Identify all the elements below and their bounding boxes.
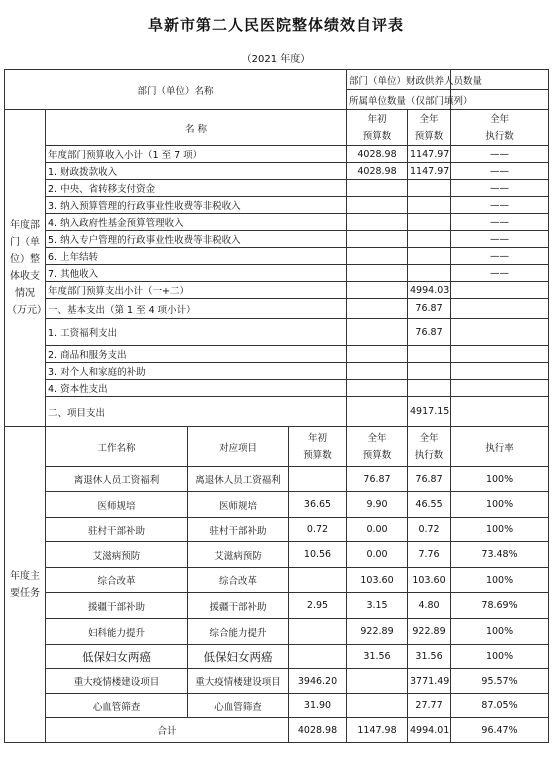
task-full-value: 9.90 bbox=[347, 492, 408, 518]
budget-exec-value: —— bbox=[451, 214, 549, 231]
budget-initial-value bbox=[347, 346, 408, 363]
budget-item-name: 2. 商品和服务支出 bbox=[46, 346, 347, 363]
budget-initial-value bbox=[347, 363, 408, 380]
budget-initial-value bbox=[347, 214, 408, 231]
budget-col-initial: 年初 预算数 bbox=[347, 110, 408, 146]
task-exec-value: 0.72 bbox=[408, 518, 451, 542]
budget-exec-value: —— bbox=[451, 180, 549, 197]
budget-initial-value bbox=[347, 380, 408, 397]
task-col-exec: 全年 执行数 bbox=[408, 427, 451, 467]
task-full-value: 31.56 bbox=[347, 645, 408, 669]
year-label: （2021 年度） bbox=[241, 54, 311, 65]
task-rate-value: 95.57% bbox=[451, 669, 549, 694]
budget-row bbox=[5, 265, 549, 282]
task-project: 艾滋病预防 bbox=[188, 542, 289, 568]
task-row bbox=[5, 669, 549, 694]
task-col-full: 全年 预算数 bbox=[347, 427, 408, 467]
task-exec-value: 4.80 bbox=[408, 593, 451, 619]
budget-initial-value bbox=[347, 248, 408, 265]
task-name: 综合改革 bbox=[46, 568, 188, 593]
header-row-staff bbox=[5, 70, 549, 90]
budget-exec-value bbox=[451, 346, 549, 363]
task-initial-value bbox=[289, 645, 347, 669]
total-rate-value: 96.47% bbox=[451, 718, 549, 743]
budget-row bbox=[5, 319, 549, 346]
task-name: 心血管筛查 bbox=[46, 694, 188, 718]
task-row bbox=[5, 694, 549, 718]
task-row bbox=[5, 492, 549, 518]
budget-exec-value: —— bbox=[451, 163, 549, 180]
task-rate-value: 100% bbox=[451, 492, 549, 518]
page-title: 阜新市第二人民医院整体绩效自评表 bbox=[147, 16, 404, 34]
budget-row bbox=[5, 197, 549, 214]
task-initial-value bbox=[289, 619, 347, 645]
task-row bbox=[5, 619, 549, 645]
task-exec-value: 3771.49 bbox=[408, 669, 451, 694]
budget-full-value: 76.87 bbox=[408, 319, 451, 346]
task-name: 艾滋病预防 bbox=[46, 542, 188, 568]
budget-exec-value: —— bbox=[451, 265, 549, 282]
budget-row bbox=[5, 163, 549, 180]
budget-full-value bbox=[408, 214, 451, 231]
task-project: 医师规培 bbox=[188, 492, 289, 518]
task-row bbox=[5, 518, 549, 542]
task-exec-value: 922.89 bbox=[408, 619, 451, 645]
task-section-label: 年度主要任务 bbox=[5, 427, 46, 743]
budget-item-name: 1. 财政拨款收入 bbox=[46, 163, 347, 180]
task-col-initial: 年初 预算数 bbox=[289, 427, 347, 467]
budget-row bbox=[5, 231, 549, 248]
budget-col-exec: 全年 执行数 bbox=[451, 110, 549, 146]
budget-exec-value bbox=[451, 282, 549, 299]
budget-item-name: 4. 资本性支出 bbox=[46, 380, 347, 397]
task-full-value bbox=[347, 694, 408, 718]
budget-item-name: 二、项目支出 bbox=[46, 397, 347, 427]
budget-row bbox=[5, 363, 549, 380]
budget-initial-value bbox=[347, 397, 408, 427]
budget-full-value bbox=[408, 180, 451, 197]
budget-initial-value bbox=[347, 231, 408, 248]
budget-full-value: 4994.03 bbox=[408, 282, 451, 299]
task-exec-value: 46.55 bbox=[408, 492, 451, 518]
budget-full-value bbox=[408, 197, 451, 214]
budget-row bbox=[5, 346, 549, 363]
task-project: 援疆干部补助 bbox=[188, 593, 289, 619]
budget-initial-value bbox=[347, 299, 408, 319]
budget-item-name: 2. 中央、省转移支付资金 bbox=[46, 180, 347, 197]
budget-full-value bbox=[408, 380, 451, 397]
budget-full-value bbox=[408, 346, 451, 363]
budget-row bbox=[5, 282, 549, 299]
budget-row bbox=[5, 248, 549, 265]
budget-initial-value: 4028.98 bbox=[347, 146, 408, 163]
total-initial-value: 4028.98 bbox=[289, 718, 347, 743]
budget-row bbox=[5, 380, 549, 397]
budget-item-name: 3. 对个人和家庭的补助 bbox=[46, 363, 347, 380]
task-full-value: 76.87 bbox=[347, 467, 408, 492]
task-project: 驻村干部补助 bbox=[188, 518, 289, 542]
task-name: 低保妇女两癌 bbox=[46, 645, 188, 669]
task-initial-value: 10.56 bbox=[289, 542, 347, 568]
budget-exec-value: —— bbox=[451, 146, 549, 163]
task-rate-value: 87.05% bbox=[451, 694, 549, 718]
budget-full-value bbox=[408, 265, 451, 282]
task-rate-value: 100% bbox=[451, 645, 549, 669]
total-exec-value: 4994.01 bbox=[408, 718, 451, 743]
budget-item-name: 6. 上年结转 bbox=[46, 248, 347, 265]
task-initial-value bbox=[289, 568, 347, 593]
budget-col-full: 全年 预算数 bbox=[408, 110, 451, 146]
budget-initial-value bbox=[347, 319, 408, 346]
task-rate-value: 73.48% bbox=[451, 542, 549, 568]
task-name: 援疆干部补助 bbox=[46, 593, 188, 619]
task-name: 妇科能力提升 bbox=[46, 619, 188, 645]
budget-row bbox=[5, 146, 549, 163]
budget-row bbox=[5, 180, 549, 197]
budget-exec-value: —— bbox=[451, 197, 549, 214]
task-row bbox=[5, 645, 549, 669]
budget-initial-value bbox=[347, 197, 408, 214]
task-name: 离退休人员工资福利 bbox=[46, 467, 188, 492]
budget-header-row bbox=[5, 110, 549, 146]
dept-name-label: 部门（单位）名称 bbox=[5, 70, 347, 110]
task-project: 低保妇女两癌 bbox=[188, 645, 289, 669]
budget-full-value: 1147.97 bbox=[408, 146, 451, 163]
task-rate-value: 100% bbox=[451, 568, 549, 593]
budget-initial-value: 4028.98 bbox=[347, 163, 408, 180]
budget-row bbox=[5, 397, 549, 427]
task-exec-value: 103.60 bbox=[408, 568, 451, 593]
budget-full-value: 1147.97 bbox=[408, 163, 451, 180]
task-initial-value: 3946.20 bbox=[289, 669, 347, 694]
task-rate-value: 78.69% bbox=[451, 593, 549, 619]
budget-item-name: 3. 纳入预算管理的行政事业性收费等非税收入 bbox=[46, 197, 347, 214]
total-label: 合计 bbox=[46, 718, 289, 743]
task-col-project: 对应项目 bbox=[188, 427, 289, 467]
budget-section-label: 年度部门（单位）整体收支情况（万元） bbox=[5, 110, 46, 427]
total-full-value: 1147.98 bbox=[347, 718, 408, 743]
budget-exec-value bbox=[451, 299, 549, 319]
task-full-value: 922.89 bbox=[347, 619, 408, 645]
performance-table bbox=[4, 69, 549, 743]
task-initial-value: 31.90 bbox=[289, 694, 347, 718]
task-row bbox=[5, 542, 549, 568]
task-full-value bbox=[347, 669, 408, 694]
task-exec-value: 27.77 bbox=[408, 694, 451, 718]
budget-col-name: 名 称 bbox=[46, 110, 347, 146]
task-full-value: 0.00 bbox=[347, 542, 408, 568]
task-name: 驻村干部补助 bbox=[46, 518, 188, 542]
budget-full-value bbox=[408, 248, 451, 265]
budget-initial-value bbox=[347, 265, 408, 282]
budget-exec-value bbox=[451, 363, 549, 380]
task-rate-value: 100% bbox=[451, 467, 549, 492]
task-exec-value: 76.87 bbox=[408, 467, 451, 492]
task-initial-value: 36.65 bbox=[289, 492, 347, 518]
budget-exec-value bbox=[451, 380, 549, 397]
budget-exec-value bbox=[451, 319, 549, 346]
task-row bbox=[5, 467, 549, 492]
budget-item-name: 1. 工资福利支出 bbox=[46, 319, 347, 346]
budget-item-name: 年度部门预算收入小计（1 至 7 项） bbox=[46, 146, 347, 163]
task-exec-value: 7.76 bbox=[408, 542, 451, 568]
task-full-value: 3.15 bbox=[347, 593, 408, 619]
budget-item-name: 5. 纳入专户管理的行政事业性收费等非税收入 bbox=[46, 231, 347, 248]
budget-item-name: 一、基本支出（第 1 至 4 项小计） bbox=[46, 299, 347, 319]
task-row bbox=[5, 593, 549, 619]
total-row bbox=[5, 718, 549, 743]
task-name: 医师规培 bbox=[46, 492, 188, 518]
task-name: 重大疫情楼建设项目 bbox=[46, 669, 188, 694]
budget-row bbox=[5, 299, 549, 319]
task-project: 综合改革 bbox=[188, 568, 289, 593]
budget-full-value bbox=[408, 363, 451, 380]
task-project: 心血管筛查 bbox=[188, 694, 289, 718]
task-initial-value bbox=[289, 467, 347, 492]
task-col-rate: 执行率 bbox=[451, 427, 549, 467]
task-row bbox=[5, 568, 549, 593]
task-rate-value: 100% bbox=[451, 518, 549, 542]
budget-exec-value: —— bbox=[451, 231, 549, 248]
staff-count-label: 部门（单位）财政供养人员数量 bbox=[347, 70, 451, 90]
task-header-row bbox=[5, 427, 549, 467]
budget-row bbox=[5, 214, 549, 231]
task-full-value: 0.00 bbox=[347, 518, 408, 542]
task-rate-value: 100% bbox=[451, 619, 549, 645]
task-project: 重大疫情楼建设项目 bbox=[188, 669, 289, 694]
task-initial-value: 2.95 bbox=[289, 593, 347, 619]
budget-full-value: 4917.15 bbox=[408, 397, 451, 427]
task-project: 综合能力提升 bbox=[188, 619, 289, 645]
task-full-value: 103.60 bbox=[347, 568, 408, 593]
unit-count-label: 所属单位数量（仅部门填列） bbox=[347, 90, 451, 110]
budget-exec-value: —— bbox=[451, 248, 549, 265]
task-col-name: 工作名称 bbox=[46, 427, 188, 467]
budget-exec-value bbox=[451, 397, 549, 427]
budget-item-name: 7. 其他收入 bbox=[46, 265, 347, 282]
budget-full-value bbox=[408, 231, 451, 248]
budget-initial-value bbox=[347, 282, 408, 299]
budget-initial-value bbox=[347, 180, 408, 197]
task-project: 离退休人员工资福利 bbox=[188, 467, 289, 492]
task-initial-value: 0.72 bbox=[289, 518, 347, 542]
budget-item-name: 年度部门预算支出小计（一+二） bbox=[46, 282, 347, 299]
budget-full-value: 76.87 bbox=[408, 299, 451, 319]
task-exec-value: 31.56 bbox=[408, 645, 451, 669]
budget-item-name: 4. 纳入政府性基金预算管理收入 bbox=[46, 214, 347, 231]
